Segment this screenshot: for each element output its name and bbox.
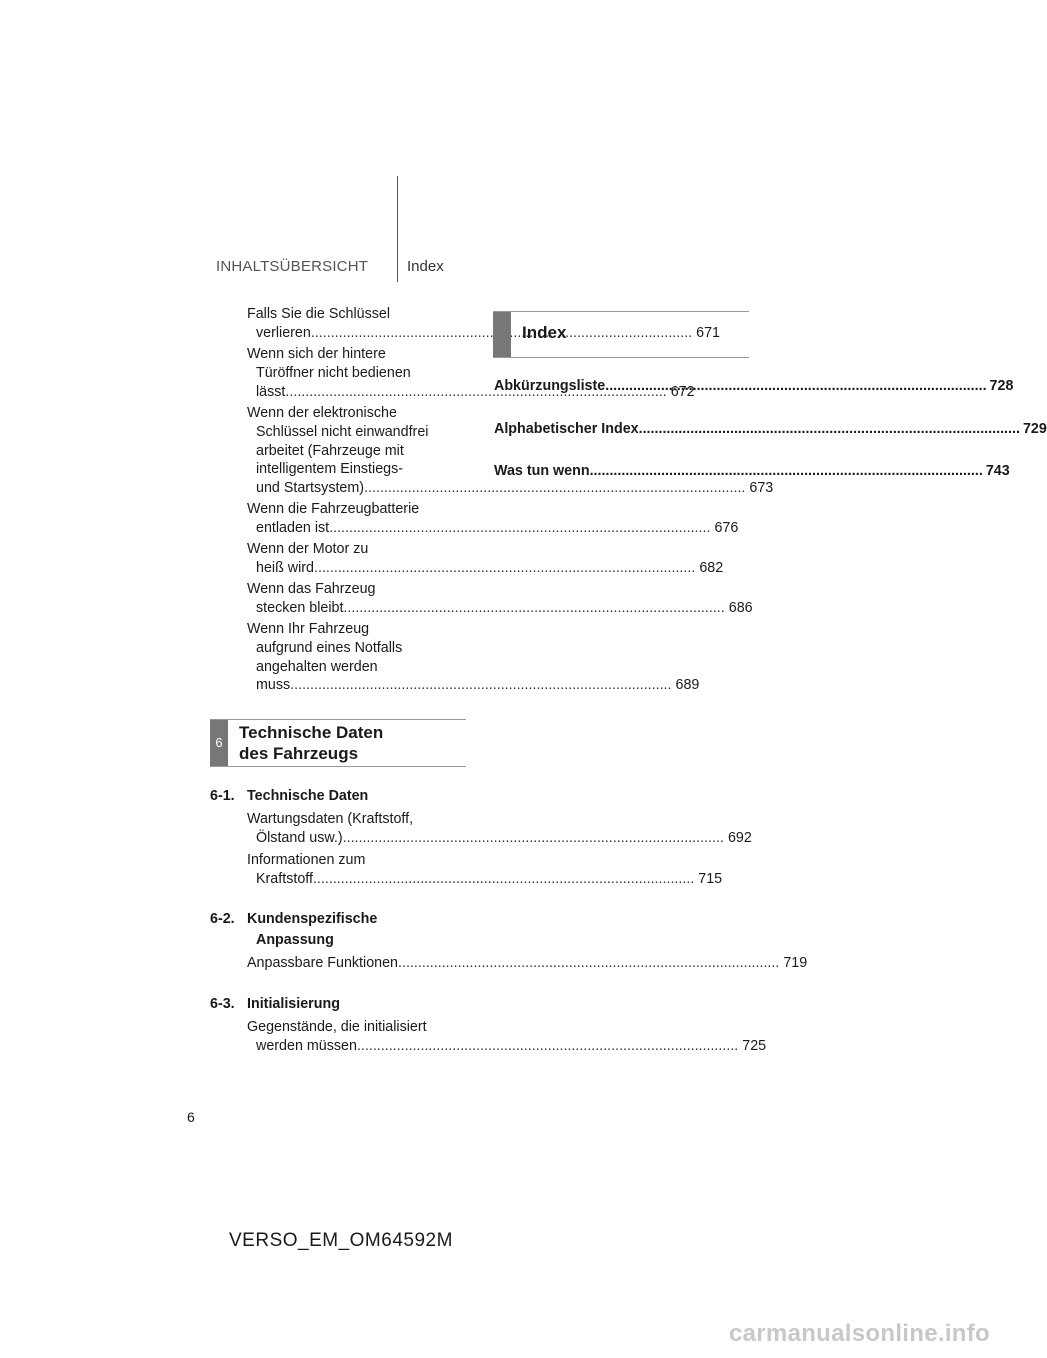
toc-entry[interactable] [247,1018,767,1056]
toc-page-number: 682 [699,559,724,576]
toc-entry-line: Wenn sich der hintere [247,346,386,362]
toc-page-number: 715 [698,870,723,887]
toc-entry-line: Schlüssel nicht einwandfrei [256,423,429,440]
toc-entry-line: angehalten werden [256,658,378,675]
index-section-header [493,311,749,358]
toc-entry-line: Türöffner nicht bedienen [256,364,411,381]
section-tab [493,312,511,357]
subsection-title: Technische Daten [247,788,369,804]
toc-entry-line: Gegenstände, die initialisiert [247,1019,427,1035]
toc-entry-line: aufgrund eines Notfalls [256,639,403,656]
toc-entry-line: Anpassbare Funktionen [247,955,399,971]
subsection-title: Anpassung [256,932,334,948]
subsection-title: Initialisierung [247,996,340,1012]
toc-entry-line: Falls Sie die Schlüssel [247,306,391,322]
index-page-number: 729 [1022,421,1047,437]
index-entry-label: Abkürzungsliste [494,378,606,394]
toc-entry-line: Wenn das Fahrzeug [247,581,376,597]
watermark: carmanualsonline.info [729,1320,991,1347]
toc-entry-line: intelligentem Einstiegs- [256,461,404,478]
toc-entry-line: Wartungsdaten (Kraftstoff, [247,811,414,827]
index-entry-label: Was tun wenn... [494,463,602,479]
toc-entry-line: entladen ist [256,519,330,536]
index-page-number: 728 [989,378,1014,394]
index-entry[interactable] [494,378,1014,394]
index-page-number: 743 [985,463,1010,479]
toc-page-number: 725 [742,1037,767,1054]
toc-entry-line: muss [256,677,291,694]
toc-entry-line: verlieren [256,324,311,341]
toc-entry-line: lässt [256,383,286,400]
subsection-title: Kundenspezifische [247,911,378,927]
toc-page-number: 689 [675,677,700,694]
subsection-number: 6-2. [210,911,235,927]
header-current-label: Index [407,258,444,275]
toc-entry-line: Wenn Ihr Fahrzeug [247,621,370,637]
toc-entry-line: Kraftstoff [256,870,313,887]
toc-page-number: 719 [783,955,808,971]
subsection-number: 6-3. [210,996,235,1012]
toc-entry-line: arbeitet (Fahrzeuge mit [256,442,404,459]
index-entry-label: Alphabetischer Index [494,421,639,437]
toc-entry-line: Wenn der Motor zu [247,541,369,557]
index-entry[interactable] [494,421,1047,437]
index-entry[interactable] [494,463,1010,479]
toc-entry-line: Informationen zum [247,852,366,868]
toc-entry-line: stecken bleibt [256,599,344,616]
section-title-line: Technische Daten [239,723,384,742]
header-section-label: INHALTSÜBERSICHT [216,258,369,275]
toc-entry-line: werden müssen [256,1037,357,1054]
toc-page-number: 686 [728,599,753,616]
section-title-line: des Fahrzeugs [239,744,359,763]
section-tab: 6 [210,720,228,766]
subsection-number: 6-1. [210,788,235,804]
toc-entry-line: und Startsystem) [256,480,365,497]
toc-page-number: 692 [727,829,752,846]
toc-page-number: 671 [696,324,721,341]
toc-page-number: 672 [670,383,695,400]
page-number: 6 [187,1109,195,1125]
section-title: Index [522,323,567,342]
toc-entry-line: heiß wird [256,559,314,576]
toc-entry-line: Ölstand usw.) [256,829,343,846]
toc-entry-line: Wenn die Fahrzeugbatterie [247,501,420,517]
document-code: VERSO_EM_OM64592M [229,1230,453,1251]
toc-page-number: 676 [714,519,739,536]
toc-entry-line: Wenn der elektronische [247,405,397,421]
toc-page-number: 673 [749,480,774,497]
